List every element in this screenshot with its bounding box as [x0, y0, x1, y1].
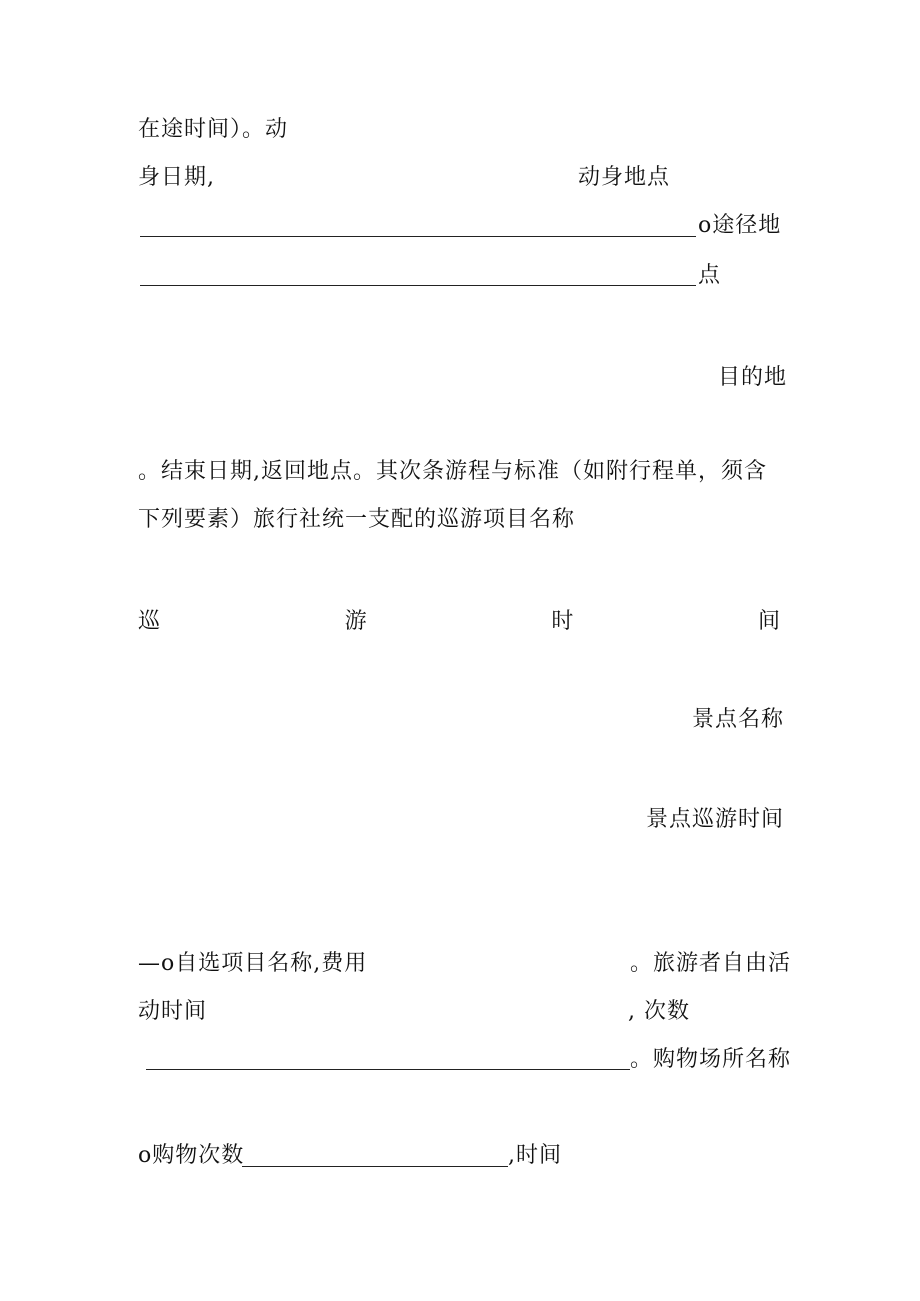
line-travel-time: 在途时间）。动: [138, 117, 289, 142]
fill-blank-shopping-count[interactable]: [242, 1166, 508, 1167]
fill-blank-via[interactable]: [140, 285, 696, 286]
line-via-place-label: o途径地: [698, 213, 782, 238]
line-optional-item-fee: —o自选项目名称,费用: [138, 951, 368, 976]
line-departure-place-label: 动身地点: [578, 165, 671, 190]
line-count-label: , 次数: [628, 999, 690, 1024]
tour-time-char: 间: [757, 609, 780, 634]
line-free-activity-label: 。旅游者自由活: [630, 951, 792, 976]
fill-blank-count[interactable]: [146, 1069, 630, 1070]
tour-time-char: 时: [551, 609, 574, 634]
line-shopping-place-name: 。购物场所名称: [630, 1047, 792, 1072]
line-activity-time: 动时间: [138, 999, 208, 1024]
line-shopping-count-label: o购物次数: [138, 1143, 245, 1168]
fill-blank-departure[interactable]: [140, 236, 696, 237]
line-scenic-spot-name: 景点名称: [692, 707, 785, 732]
line-departure-date-label: 身日期,: [138, 165, 215, 190]
line-shopping-time-label: ,时间: [508, 1143, 562, 1168]
line-end-date-return: 。结束日期,返回地点。其次条游程与标准（如附行程单，须含: [138, 459, 767, 484]
line-place-suffix: 点: [698, 263, 722, 288]
tour-time-char: 巡: [138, 609, 161, 634]
tour-time-char: 游: [344, 609, 367, 634]
line-destination-label: 目的地: [718, 365, 788, 390]
line-tour-items-name: 下列要素）旅行社统一支配的巡游项目名称: [138, 507, 576, 532]
line-tour-time: [138, 608, 780, 636]
line-scenic-spot-time: 景点巡游时间: [646, 807, 785, 832]
